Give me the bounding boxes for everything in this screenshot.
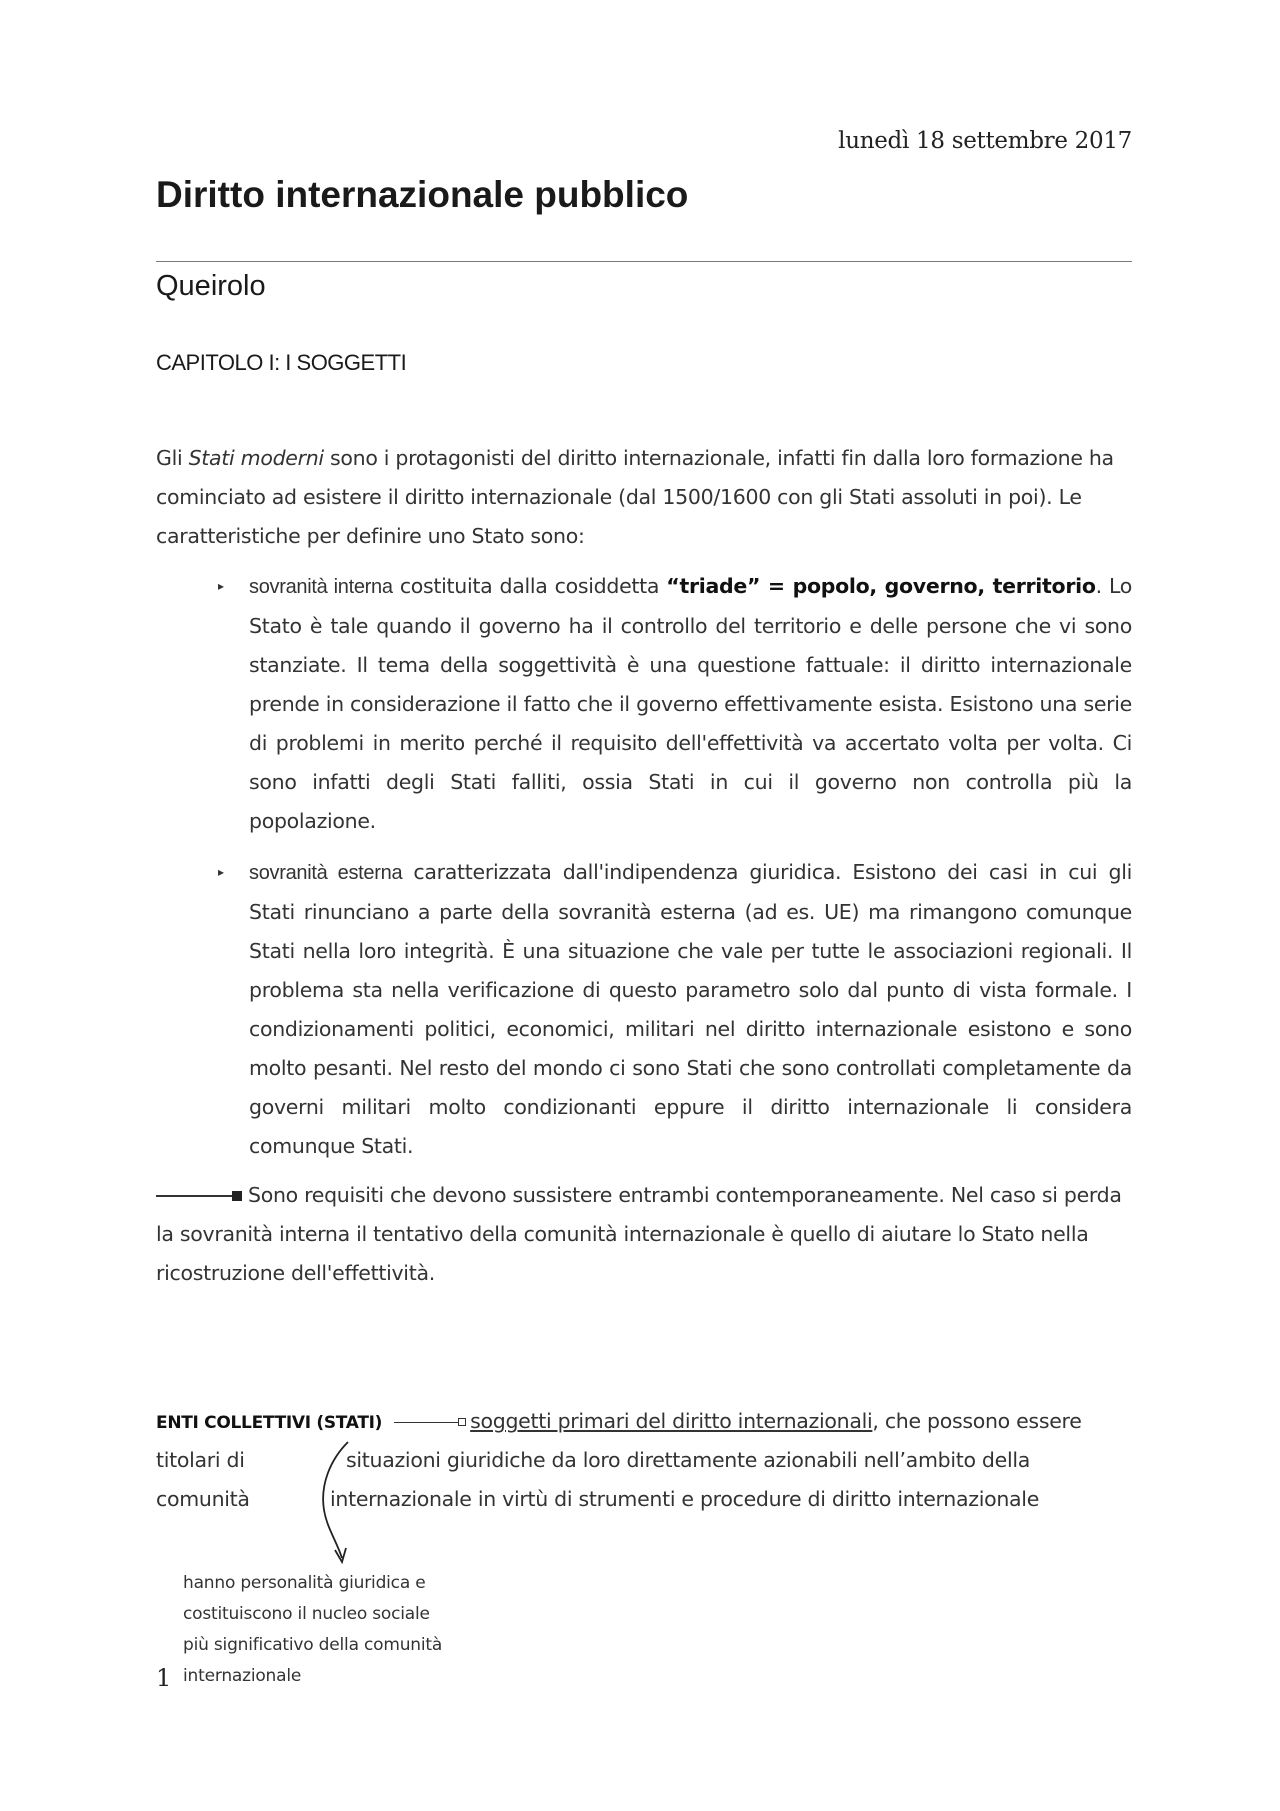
list-item: [156, 853, 1132, 1166]
bullet-term: sovranità esterna: [249, 862, 403, 884]
page-number: 1: [156, 1664, 172, 1692]
intro-paragraph: [156, 439, 1136, 556]
intro-text: sono i protagonisti del diritto internazionale, infatti fin dalla loro formazione ha cominciato ad esistere il diritto internazionale (dal 1500/1600 con gli Stati assoluti in poi). Le caratteristiche per definire uno Stato sono:: [156, 446, 1114, 548]
note-line: costituiscono il nucleo sociale: [183, 1604, 430, 1624]
bullet-strong: “triade” = popolo, governo, territorio: [666, 574, 1096, 598]
chapter-heading: CAPITOLO I: I SOGGETTI: [156, 350, 407, 375]
arrow-square-icon: [232, 1191, 242, 1201]
title-divider: [156, 261, 1132, 262]
bullet-text: caratterizzata dall'indipendenza giuridica. Esistono dei casi in cui gli Stati rinunciano a parte della sovranità esterna (ad es. UE) ma rimangono comunque Stati nella loro integrità. È una situazione che vale per tutte le associazioni regionali. Il problema sta nella verificazione di questo parametro solo dal punto di vista formale. I condizionamenti politici, economici, militari nel diritto internazionale esistono e sono molto pesanti. Nel resto del mondo ci sono Stati che sono controllati completamente da governi militari molto condizionanti eppure il diritto internazionale li considera comunque Stati.: [249, 860, 1132, 1158]
bullet-triangle-icon: ▸: [218, 865, 224, 879]
enti-underlined-text: soggetti primari del diritto internazionali: [470, 1409, 873, 1433]
intro-prefix: Gli: [156, 446, 189, 470]
list-item: [156, 567, 1132, 841]
side-note: [183, 1568, 513, 1692]
note-line: più significativo della comunità: [183, 1635, 443, 1655]
enti-heading-line: [156, 1402, 1136, 1443]
note-line: hanno personalità giuridica e: [183, 1573, 426, 1593]
intro-emphasis: Stati moderni: [188, 446, 324, 470]
enti-arrow-box-icon: [458, 1418, 466, 1426]
enti-right-line: internazionale in virtù di strumenti e procedure di diritto internazionale: [330, 1487, 1040, 1511]
enti-right-column: [330, 1441, 1150, 1519]
summary-paragraph: [156, 1176, 1136, 1293]
document-subtitle: Queirolo: [156, 270, 266, 302]
bullet-term: sovranità interna: [249, 576, 393, 598]
enti-label: ENTI COLLETTIVI (STATI): [156, 1413, 383, 1433]
document-title: Diritto internazionale pubblico: [156, 174, 689, 215]
enti-left-line: comunità: [156, 1487, 250, 1511]
document-date: lunedì 18 settembre 2017: [838, 128, 1132, 154]
bullet-text: . Lo Stato è tale quando il governo ha il controllo del territorio e delle persone che vi sono stanziate. Il tema della soggettività è una questione fattuale: il diritto internazionale prende in considerazione il fatto che il governo effettivamente esista. Esistono una serie di problemi in merito perché il requisito dell'effettività va accertato volta per volta. Ci sono infatti degli Stati falliti, ossia Stati in cui il governo non controlla più la popolazione.: [249, 574, 1133, 833]
enti-right-line: situazioni giuridiche da loro direttamente azionabili nell’ambito della: [346, 1448, 1030, 1472]
arrow-line-icon: [156, 1195, 232, 1197]
enti-left-line: titolari di: [156, 1448, 245, 1472]
bullet-triangle-icon: ▸: [218, 579, 224, 593]
summary-text: Sono requisiti che devono sussistere entrambi contemporaneamente. Nel caso si perda la sovranità interna il tentativo della comunità internazionale è quello di aiutare lo Stato nella ricostruzione dell'effettività.: [156, 1183, 1122, 1285]
bullet-lead: costituita dalla cosiddetta: [392, 574, 667, 598]
enti-rest-text: , che possono essere: [872, 1409, 1082, 1433]
bullet-list: [156, 567, 1132, 1178]
note-line: internazionale: [183, 1666, 302, 1686]
enti-left-column: [156, 1441, 296, 1519]
enti-arrow-line-icon: [394, 1422, 458, 1423]
